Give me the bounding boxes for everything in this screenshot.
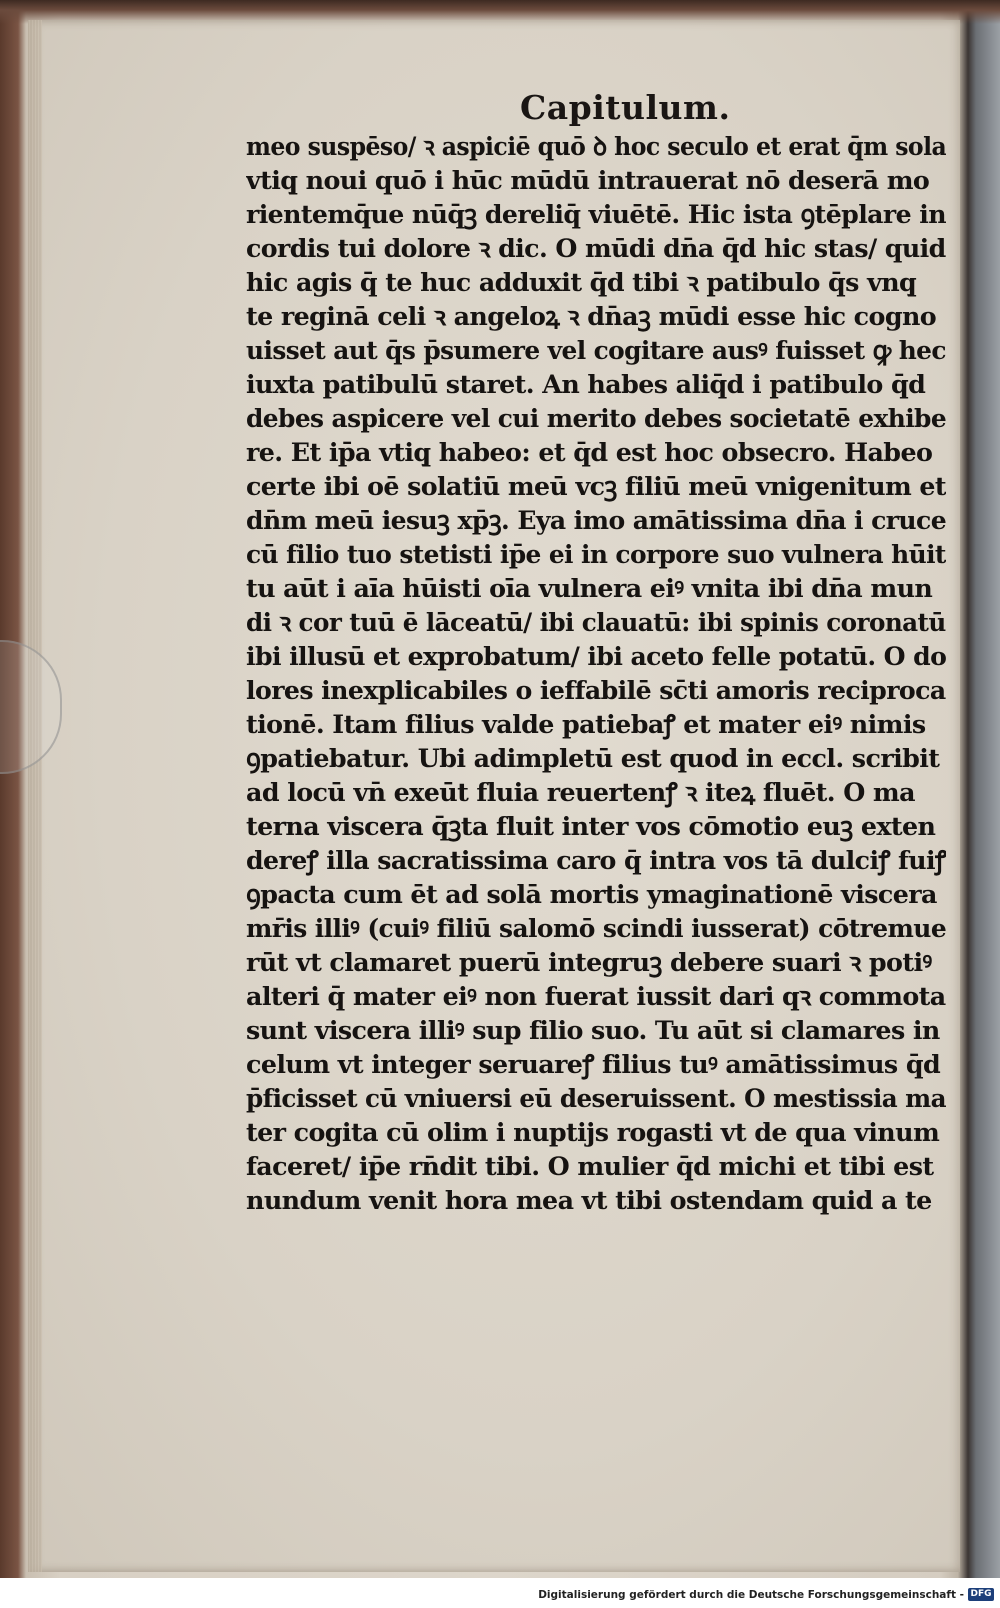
text-body <box>246 130 950 1218</box>
text-line: celum vt integer seruareꝭ filius tuꝰ amātissimus q̄d <box>246 1050 941 1080</box>
text-line: ꝯpatiebatur. Ubi adimpletū est quod in eccl. scribit <box>246 744 940 774</box>
text-line: te reginā celi ꝛ angeloꝝ ꝛ dn̄aꝫ mūdi esse hic cogno <box>246 302 937 332</box>
page-heading: Capitulum. <box>520 88 731 127</box>
text-line: terna viscera q̄ꝫta fluit inter vos cōmotio euꝫ exten <box>246 812 936 842</box>
text-line: ꝯpacta cum ēt ad solā mortis ymaginationē viscera <box>246 880 937 910</box>
text-line: debes aspicere vel cui merito debes societatē exhibe <box>246 404 946 434</box>
text-line: hic agis q̄ te huc adduxit q̄d tibi ꝛ patibulo q̄s vnq̧ <box>246 268 917 298</box>
text-line: certe ibi oē solatiū meū vcꝫ filiū meū vnigenitum et <box>246 472 946 502</box>
text-line: p̄ficisset cū vniuersi eū deseruissent. O mestissia ma <box>246 1084 946 1114</box>
dfg-logo-icon: DFG <box>968 1588 994 1601</box>
text-line: cū filio tuo stetisti ip̄e ei in corpore suo vulnera hūit <box>246 540 946 570</box>
text-line: ibi illusū et exprobatum/ ibi aceto felle potatū. O do <box>246 642 946 672</box>
text-line: nundum venit hora mea vt tibi ostendam quid a te <box>246 1186 932 1216</box>
text-line: faceret/ ip̄e rn̄dit tibi. O mulier q̄d michi et tibi est <box>246 1152 934 1182</box>
text-line: sunt viscera illiꝰ sup filio suo. Tu aūt si clamares in <box>246 1016 940 1046</box>
text-line: ter cogita cū olim i nuptijs rogasti vt de qua vinum <box>246 1118 940 1148</box>
text-line: ad locū vn̄ exeūt fluia reuertenꝭ ꝛ iteꝝ fluēt. O ma <box>246 778 916 808</box>
text-line: vtiq̧ noui quō i hūc mūdū intrauerat nō deserā mo <box>246 166 930 196</box>
text-line: alteri q̄ mater eiꝰ non fuerat iussit dari qꝛ commota <box>246 982 946 1012</box>
text-line: tu aūt i aīa hūisti oīa vulnera eiꝰ vnita ibi dn̄a mun <box>246 574 933 604</box>
text-line: iuxta patibulū staret. An habes aliq̄d i patibulo q̄d <box>246 370 926 400</box>
text-line: meo suspēso/ ꝛ aspiciē quō ꝺ hoc seculo et erat q̄m sola <box>246 132 946 162</box>
text-line: re. Et ip̄a vtiq̧ habeo: et q̄d est hoc obsecro. Habeo <box>246 438 933 468</box>
text-line: uisset aut q̄s p̄sumere vel cogitare ausꝰ fuisset ꝙ hec <box>246 336 946 366</box>
footer-credit: Digitalisierung gefördert durch die Deutsche Forschungsgemeinschaft - <box>538 1589 964 1601</box>
text-line: rientemq̄ue nūq̄ꝫ dereliq̄ viuētē. Hic ista ꝯtēplare in <box>246 200 946 230</box>
text-line: rūt vt clamaret puerū integruꝫ debere suari ꝛ potiꝰ <box>246 948 932 978</box>
text-line: lores inexplicabiles o ieffabilē sc̄ti amoris reciproca <box>246 676 946 706</box>
text-line: dn̄m meū iesuꝫ xp̄ꝫ. Eya imo amātissima dn̄a i cruce <box>246 506 946 536</box>
text-line: cordis tui dolore ꝛ dic. O mūdi dn̄a q̄d hic stas/ quid <box>246 234 946 264</box>
text-line: mr̄is illiꝰ (cuiꝰ filiū salomō scindi iusserat) cōtremue <box>246 914 946 944</box>
text-line: dereꝭ illa sacratissima caro q̄ intra vos tā dulciꝭ fuiꝭ <box>246 846 946 876</box>
text-line: tionē. Itam filius valde patiebaꝭ et mater eiꝰ nimis <box>246 710 926 740</box>
page-gutter <box>28 20 42 1572</box>
text-line: di ꝛ cor tuū ē lāceatū/ ibi clauatū: ibi spinis coronatū <box>246 608 946 638</box>
